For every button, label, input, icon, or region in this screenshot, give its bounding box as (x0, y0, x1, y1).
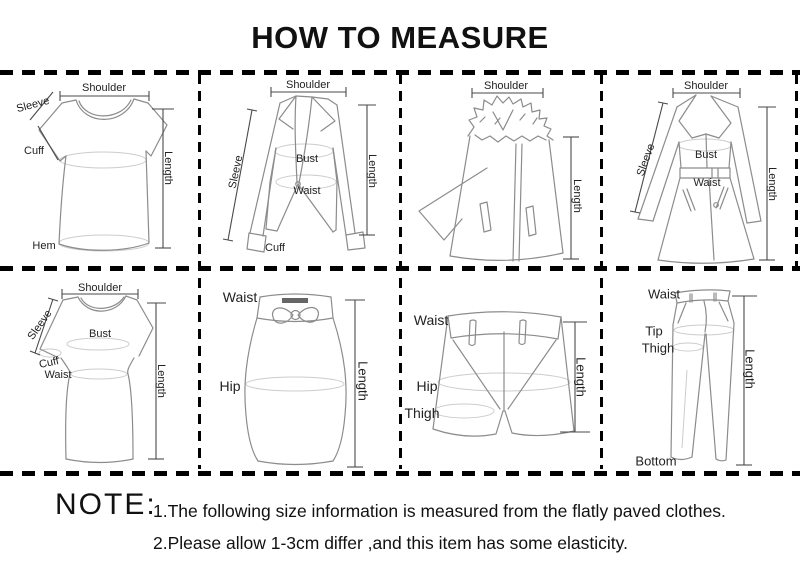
blazer-waist-label: Waist (293, 185, 321, 197)
dress-sleeve-label: Sleeve (25, 307, 55, 343)
dress-bust-label: Bust (88, 328, 112, 340)
cell-fur-coat (400, 72, 600, 266)
skirt-hip-label: Hip (219, 378, 241, 394)
cut-line-bottom (0, 471, 800, 476)
trench-waist-label: Waist (693, 177, 721, 189)
pants-waist-label: Waist (647, 286, 681, 302)
blazer-outline (247, 96, 365, 252)
blazer-sleeve-label: Sleeve (226, 154, 246, 190)
blazer-shoulder-label: Shoulder (285, 79, 331, 91)
pants-length-label: Length (742, 349, 758, 389)
skirt-guide-ellipses (246, 377, 344, 391)
fur-coat-outline (419, 96, 563, 261)
tshirt-guide-ellipses (59, 152, 149, 251)
tshirt-cuff-label: Cuff (24, 145, 44, 157)
page-title: HOW TO MEASURE (251, 20, 549, 55)
dress-shoulder-label: Shoulder (77, 282, 123, 294)
cell-dress (0, 270, 200, 471)
blazer-bust-label: Bust (295, 153, 319, 165)
pants-tip-label: Tip (645, 323, 663, 339)
shorts-thigh-label: Thigh (404, 405, 440, 421)
trench-bust-label: Bust (694, 149, 718, 161)
skirt-waist-label: Waist (222, 289, 258, 305)
pants-thigh-label: Thigh (641, 340, 675, 356)
cell-shorts (400, 270, 600, 471)
pants-drawing (600, 270, 800, 471)
skirt-length-label: Length (355, 361, 371, 401)
tshirt-sleeve-label: Sleeve (15, 94, 51, 116)
shorts-guide-ellipses (434, 373, 570, 418)
pants-outline (671, 290, 734, 461)
shorts-hip-label: Hip (416, 378, 438, 394)
blazer-guide-ellipses (275, 144, 336, 189)
pants-bottom-label: Bottom (635, 453, 677, 469)
tshirt-shoulder-label: Shoulder (81, 82, 127, 94)
cell-pants (600, 270, 800, 471)
cell-skirt (200, 270, 400, 471)
fur-coat-measure-lines (472, 88, 579, 259)
note-line-2: 2.Please allow 1-3cm differ ,and this item has some elasticity. (153, 533, 628, 553)
cell-blazer (200, 72, 400, 266)
trench-measure-lines (630, 88, 776, 260)
tshirt-length-label: Length (162, 151, 174, 185)
blazer-cuff-label: Cuff (265, 242, 285, 254)
trench-length-label: Length (766, 167, 778, 201)
tshirt-outline (39, 99, 167, 250)
note-line-1: 1.The following size information is measured from the flatly paved clothes. (153, 501, 726, 521)
tshirt-hem-label: Hem (32, 240, 56, 252)
dress-drawing (0, 270, 200, 471)
blazer-length-label: Length (366, 154, 378, 188)
trench-shoulder-label: Shoulder (683, 80, 729, 92)
trench-sleeve-label: Sleeve (634, 142, 658, 178)
shorts-drawing (400, 270, 600, 471)
dress-cuff-label: Cuff (37, 355, 61, 371)
cell-trench-coat (600, 72, 800, 266)
fur-coat-length-label: Length (571, 179, 583, 213)
shorts-waist-label: Waist (413, 312, 449, 328)
dress-length-label: Length (155, 364, 167, 398)
dress-waist-label: Waist (44, 369, 72, 381)
fur-coat-shoulder-label: Shoulder (483, 80, 529, 92)
shorts-length-label: Length (573, 357, 589, 397)
cell-tshirt (0, 72, 200, 266)
note-heading: NOTE: (55, 488, 157, 521)
fur-coat-drawing (400, 72, 600, 266)
